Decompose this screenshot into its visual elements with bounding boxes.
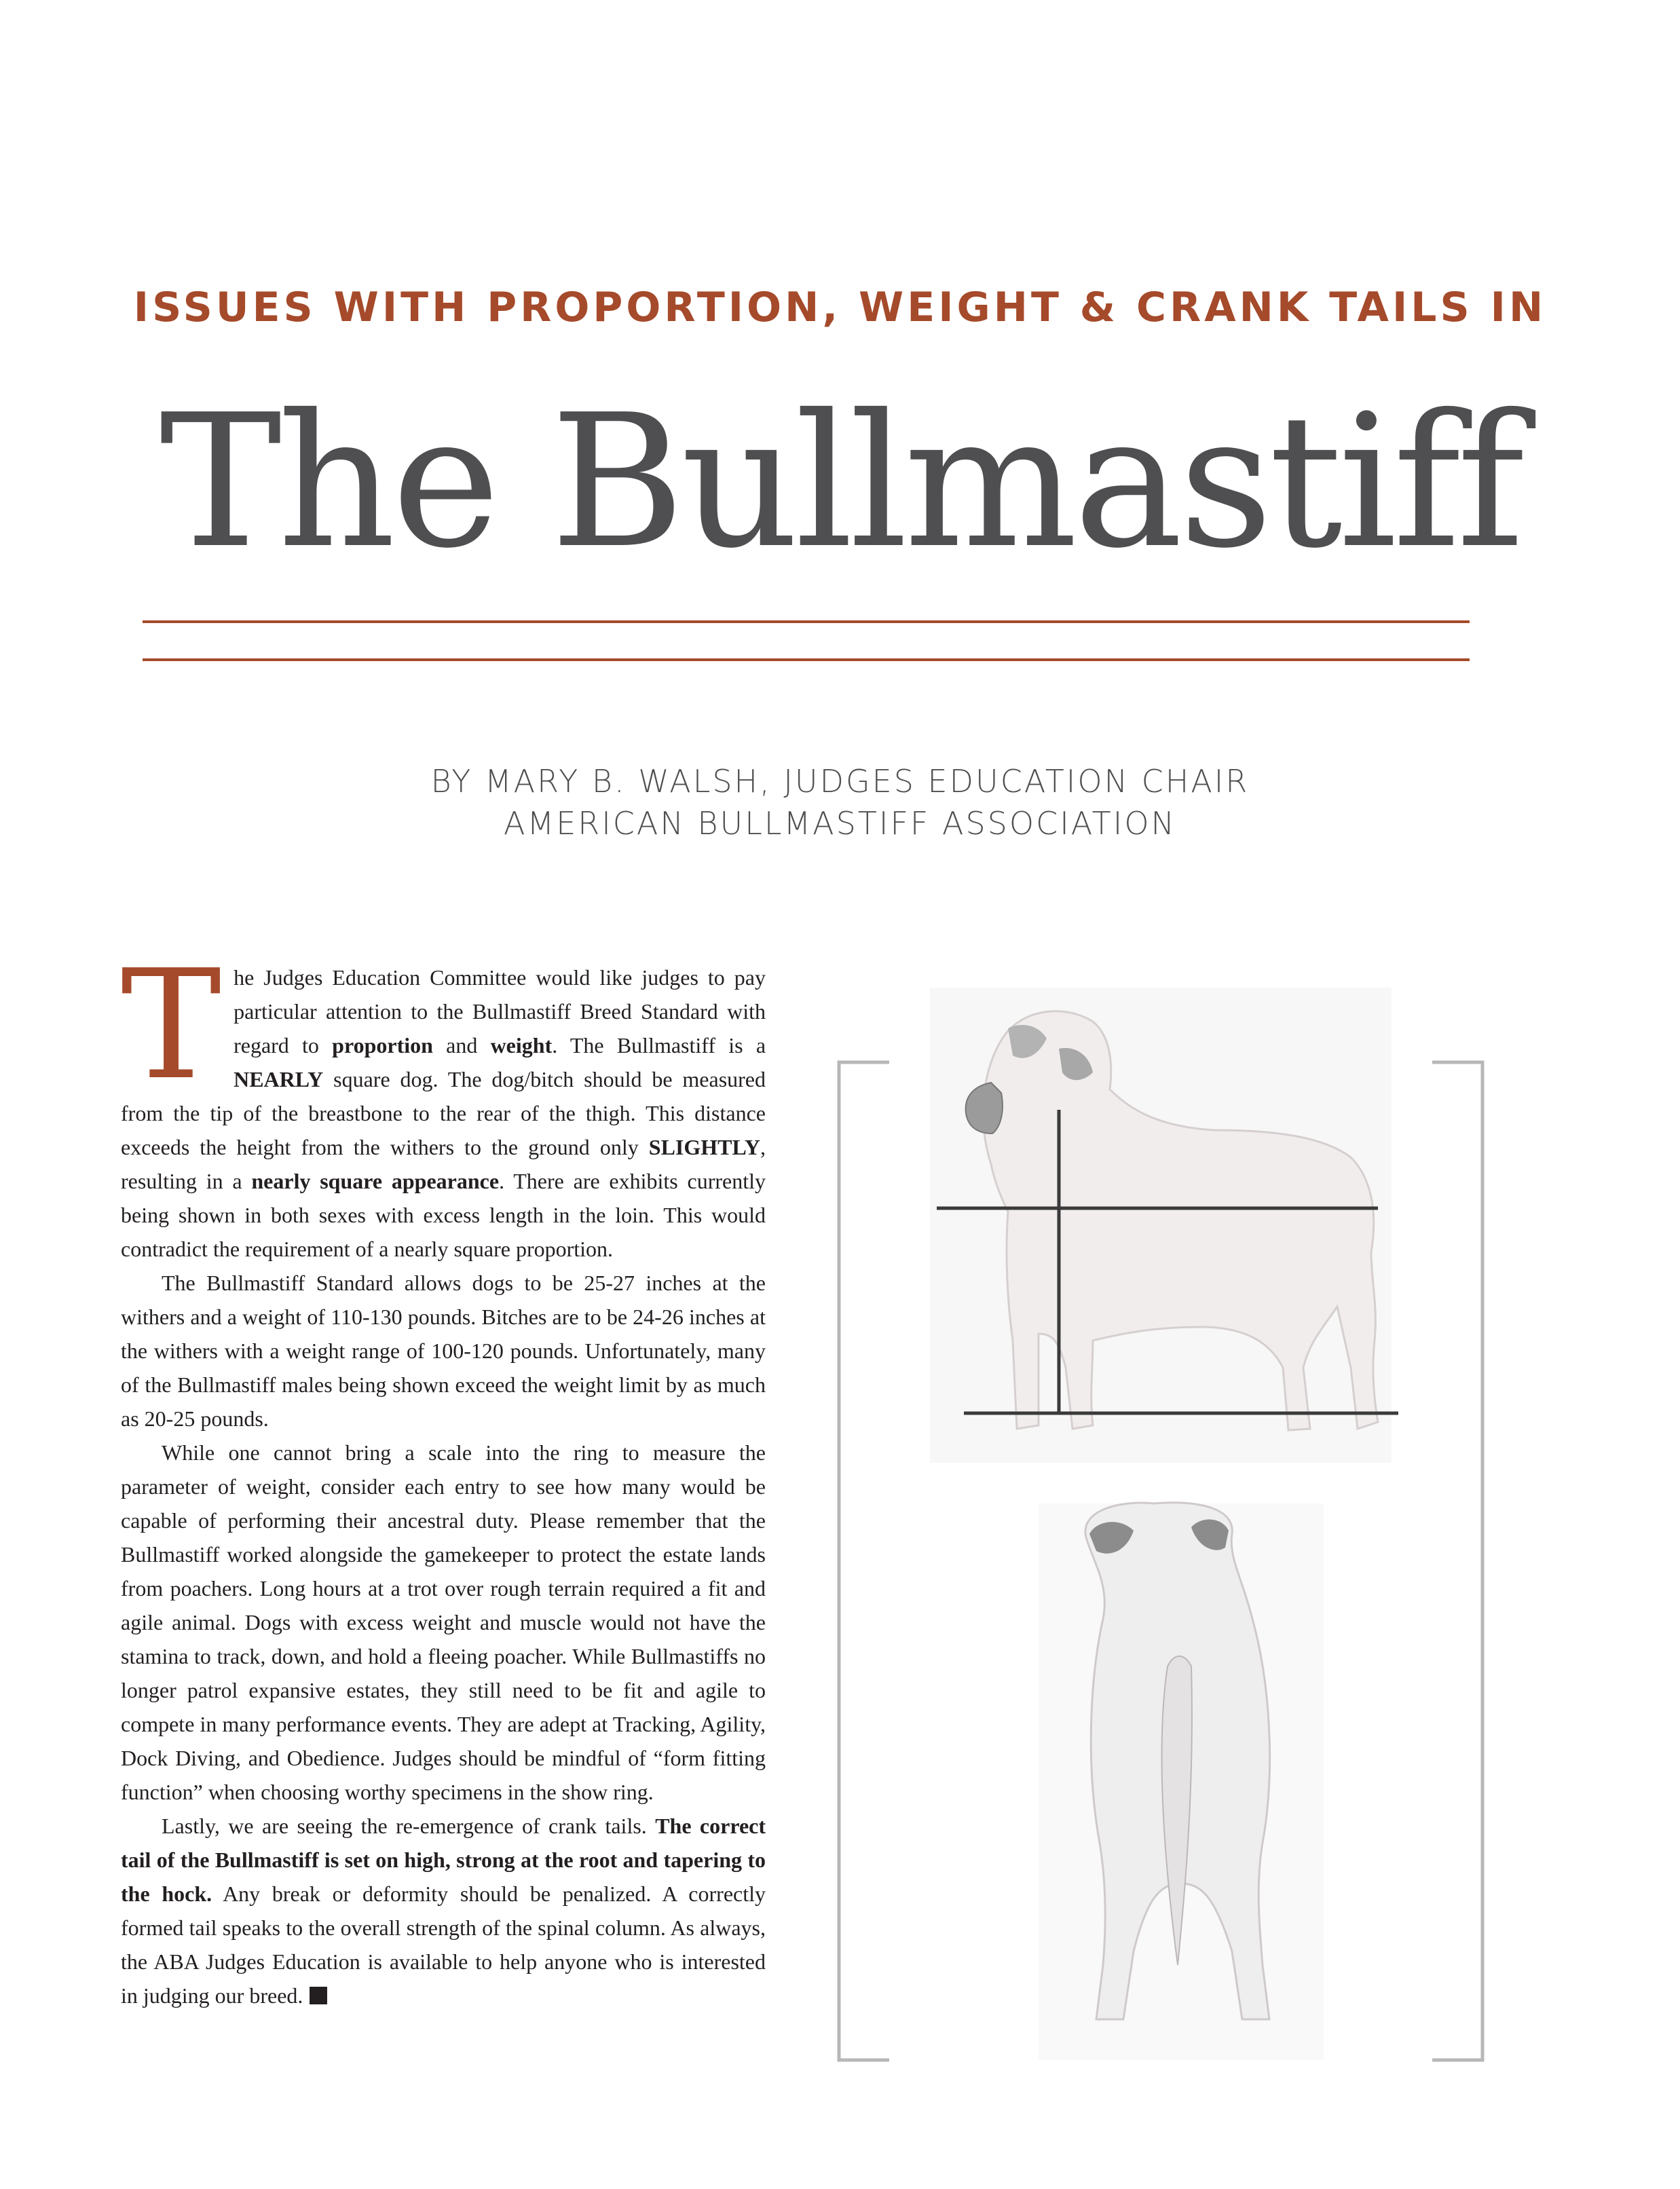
paragraph-2: The Bullmastiff Standard allows dogs to be 25-27 inches at the withers and a weight of 110-130 pounds. Bitches are to be 24-26 inches at the withers with a weight range of 100-120 pounds. Unfortunately, many of the Bullmastiff males being shown exceed the weight limit by as much as 20-25 pounds. [121,1271,766,1431]
right-bracket [1432,1062,1482,2060]
paragraph-1 [121,938,766,1266]
byline-author: BY MARY B. WALSH, JUDGES EDUCATION CHAIR [430,763,1250,800]
left-bracket [839,1062,889,2060]
figure-svg [835,988,1487,2074]
article-title: The Bullmastiff [160,375,1520,588]
byline [0,760,1680,844]
paragraph-4-text: Lastly, we are seeing the re-emergence of crank tails. The correct tail of the Bullmastiff is set on high, strong at the root and tapering to the hock. Any break or deformity should be penalized. A correctly formed tail speaks to the overall strength of the spinal column. As always, the ABA Judges Education is available to help anyone who is interested in judging our breed. [121,1814,766,2008]
dog-rear-view-illustration [1039,1503,1324,2060]
article-body [121,938,766,2013]
paragraph-1-text: he Judges Education Committee would like judges to pay particular attention to the Bullmastiff Breed Standard with regard to proportion and weight. The Bullmastiff is a NEARLY square dog. The dog/bitch should be measured from the tip of the breastbone to the rear of the thigh. This distance exceeds the height from the withers to the ground only SLIGHTLY, resulting in a nearly square appearance. There are exhibits currently being shown in both sexes with excess length in the loin. This would contradict the requirement of a nearly square proportion. [121,965,766,1261]
paragraph-3: While one cannot bring a scale into the ring to measure the parameter of weight, consider each entry to see how many would be capable of performing their ancestral duty. Please remember that the Bullmastiff worked alongside the gamekeeper to protect the estate lands from poachers. Long hours at a trot over rough terrain required a fit and agile animal. Dogs with excess weight and muscle would not have the stamina to track, down, and hold a fleeing poacher. While Bullmastiffs no longer patrol expansive estates, they still need to be fit and agile to compete in many performance events. They are adept at Tracking, Agility, Dock Diving, and Obedience. Judges should be mindful of “form fitting function” when choosing worthy specimens in the show ring. [121,1440,766,1804]
article-kicker: ISSUES WITH PROPORTION, WEIGHT & CRANK TAILS IN [133,284,1547,331]
title-rule-bottom [143,658,1470,661]
drop-cap: T [121,938,222,1113]
dog-side-view-illustration [930,988,1398,1463]
end-mark-icon [310,1987,327,2004]
proportion-figure [835,988,1487,2074]
byline-organization: AMERICAN BULLMASTIFF ASSOCIATION [504,805,1176,842]
title-rule-top [143,620,1470,623]
paragraph-4 [121,1809,766,2013]
